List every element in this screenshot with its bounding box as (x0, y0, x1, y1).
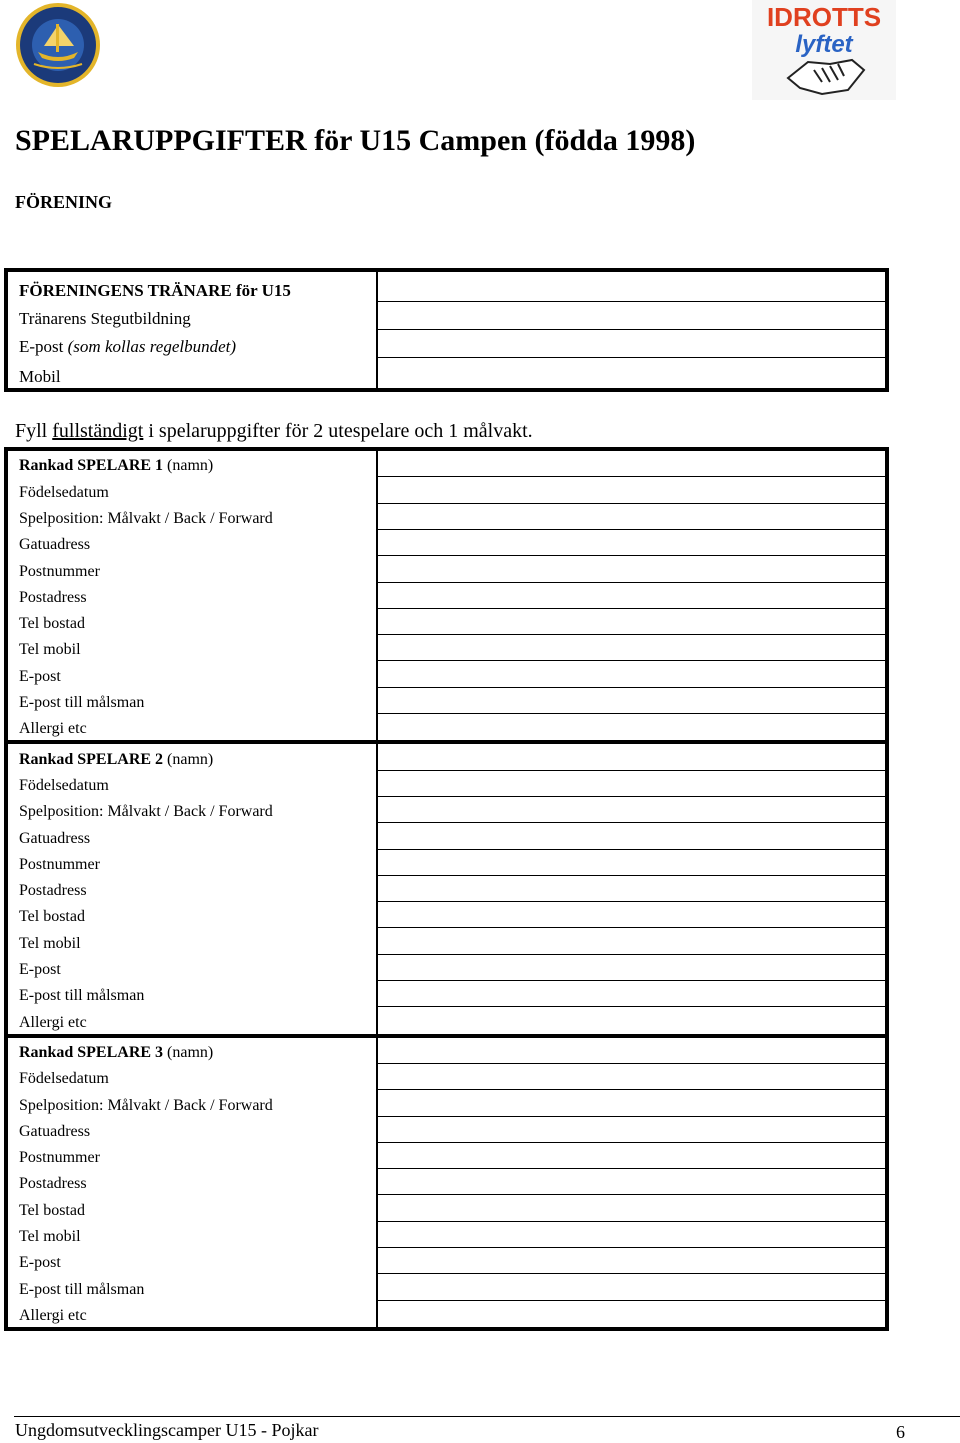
form-row (8, 477, 885, 504)
input-field[interactable] (376, 797, 885, 823)
form-row (8, 955, 885, 981)
form-row (8, 1222, 885, 1248)
form-row (8, 556, 885, 583)
svg-text:IDROTTS: IDROTTS (766, 2, 882, 32)
input-field[interactable] (376, 1169, 885, 1195)
player-field-label: E-post till målsman (19, 694, 145, 711)
input-field[interactable] (376, 1143, 885, 1169)
form-row (8, 1090, 885, 1117)
instruction-text (15, 420, 533, 443)
form-row (8, 1007, 885, 1034)
input-field[interactable] (376, 823, 885, 850)
player-info-table (4, 447, 889, 1331)
player-field-label: Postadress (19, 589, 87, 606)
label-text: E-post (19, 337, 68, 356)
form-row (8, 1038, 885, 1064)
input-field[interactable] (376, 955, 885, 981)
input-field[interactable] (376, 1222, 885, 1248)
page-number: 6 (896, 1422, 905, 1442)
label-text: Tränarens Stegutbildning (19, 309, 191, 328)
form-row (8, 850, 885, 876)
player-field-label: Tel bostad (19, 908, 85, 925)
input-field[interactable] (376, 688, 885, 714)
form-row (8, 744, 885, 771)
input-field[interactable] (376, 928, 885, 955)
trainer-info-table (4, 268, 889, 392)
input-field[interactable] (376, 635, 885, 661)
form-row (8, 928, 885, 955)
form-row (8, 771, 885, 797)
form-row (8, 661, 885, 688)
form-row (8, 358, 885, 388)
form-row (8, 1195, 885, 1222)
footer-divider (14, 1416, 960, 1417)
footer-text: Ungdomsutvecklingscamper U15 - Pojkar (15, 1420, 319, 1440)
forening-label: FÖRENING (15, 192, 113, 212)
player-field-label: E-post (19, 961, 61, 978)
player-heading (19, 751, 213, 769)
input-field[interactable] (376, 1195, 885, 1222)
form-row (8, 714, 885, 740)
idrottslyftet-logo (752, 0, 896, 100)
input-field[interactable] (376, 504, 885, 530)
form-row (8, 504, 885, 530)
player-heading (19, 1044, 213, 1062)
player-field-label: Postnummer (19, 1149, 100, 1166)
player-field-label: Tel mobil (19, 935, 81, 952)
form-row (8, 302, 885, 330)
player-field-label: Spelposition: Målvakt / Back / Forward (19, 803, 273, 820)
player-field-label: Gatuadress (19, 830, 91, 847)
form-row (8, 1064, 885, 1090)
trainer-row-label (19, 338, 236, 356)
trainer-row-label (19, 310, 191, 328)
input-field[interactable] (376, 850, 885, 876)
form-row (8, 797, 885, 823)
input-field[interactable] (376, 1274, 885, 1301)
player-heading-note: (namn) (163, 1044, 214, 1061)
form-row (8, 1301, 885, 1327)
player-field-label: E-post (19, 1254, 61, 1271)
form-row (8, 451, 885, 477)
player-field-label: Postnummer (19, 563, 100, 580)
input-field[interactable] (376, 1038, 885, 1064)
instruction-underlined: fullständigt (52, 420, 144, 442)
input-field[interactable] (376, 981, 885, 1007)
input-field[interactable] (376, 477, 885, 504)
player-field-label: Födelsedatum (19, 1070, 109, 1087)
input-field[interactable] (376, 1090, 885, 1117)
instruction-part1: Fyll (15, 420, 53, 442)
form-row (8, 981, 885, 1007)
player-field-label: E-post till målsman (19, 1281, 145, 1298)
input-field[interactable] (376, 744, 885, 771)
player-field-label: Tel mobil (19, 1228, 81, 1245)
input-field[interactable] (376, 876, 885, 902)
player-heading-bold: Rankad SPELARE 2 (19, 751, 164, 768)
form-row (8, 272, 885, 302)
svg-text:lyftet: lyftet (795, 31, 853, 58)
form-row (8, 1143, 885, 1169)
federation-crest-icon (14, 2, 102, 88)
player-field-label: Födelsedatum (19, 777, 109, 794)
player-field-label: Gatuadress (19, 536, 91, 553)
input-field[interactable] (376, 714, 885, 740)
input-field[interactable] (376, 1301, 885, 1327)
input-field[interactable] (376, 556, 885, 583)
form-row (8, 1248, 885, 1274)
input-field[interactable] (376, 1007, 885, 1034)
player-field-label: Gatuadress (19, 1123, 91, 1140)
player-field-label: Allergi etc (19, 720, 87, 737)
player-heading-bold: Rankad SPELARE 1 (19, 457, 164, 474)
player-heading-note: (namn) (163, 751, 214, 768)
input-field[interactable] (376, 451, 885, 477)
input-field[interactable] (376, 902, 885, 928)
form-row (8, 635, 885, 661)
input-field[interactable] (376, 530, 885, 556)
player-field-label: Spelposition: Målvakt / Back / Forward (19, 1097, 273, 1114)
form-row (8, 902, 885, 928)
form-row (8, 609, 885, 635)
player-field-label: Postnummer (19, 856, 100, 873)
label-note: (som kollas regelbundet) (67, 337, 237, 356)
form-row (8, 1274, 885, 1301)
input-field[interactable] (376, 272, 885, 302)
form-row (8, 583, 885, 609)
form-row (8, 530, 885, 556)
player-field-label: Tel mobil (19, 641, 81, 658)
player-field-label: Allergi etc (19, 1014, 87, 1031)
input-field[interactable] (376, 609, 885, 635)
input-field[interactable] (376, 1248, 885, 1274)
input-field[interactable] (376, 583, 885, 609)
player-field-label: Postadress (19, 1175, 87, 1192)
input-field[interactable] (376, 358, 885, 388)
input-field[interactable] (376, 1117, 885, 1143)
player-heading (19, 457, 213, 475)
player-field-label: Födelsedatum (19, 484, 109, 501)
form-row (8, 688, 885, 714)
player-field-label: Tel bostad (19, 615, 85, 632)
form-row (8, 1117, 885, 1143)
trainer-row-label (19, 368, 61, 386)
label-text: FÖRENINGENS TRÄNARE för U15 (19, 281, 291, 300)
input-field[interactable] (376, 661, 885, 688)
instruction-part2: i spelaruppgifter för 2 utespelare och 1 målvakt. (143, 420, 533, 442)
player-heading-bold: Rankad SPELARE 3 (19, 1044, 164, 1061)
label-text: Mobil (19, 367, 61, 386)
player-heading-note: (namn) (163, 457, 214, 474)
form-row (8, 1169, 885, 1195)
input-field[interactable] (376, 1064, 885, 1090)
player-field-label: Spelposition: Målvakt / Back / Forward (19, 510, 273, 527)
input-field[interactable] (376, 302, 885, 330)
player-field-label: E-post (19, 668, 61, 685)
player-field-label: E-post till målsman (19, 987, 145, 1004)
input-field[interactable] (376, 330, 885, 358)
trainer-row-label (19, 282, 291, 300)
input-field[interactable] (376, 771, 885, 797)
form-row (8, 330, 885, 358)
form-row (8, 823, 885, 850)
player-field-label: Postadress (19, 882, 87, 899)
player-field-label: Tel bostad (19, 1202, 85, 1219)
form-row (8, 876, 885, 902)
player-field-label: Allergi etc (19, 1307, 87, 1324)
page-title: SPELARUPPGIFTER för U15 Campen (födda 1998) (15, 124, 696, 157)
